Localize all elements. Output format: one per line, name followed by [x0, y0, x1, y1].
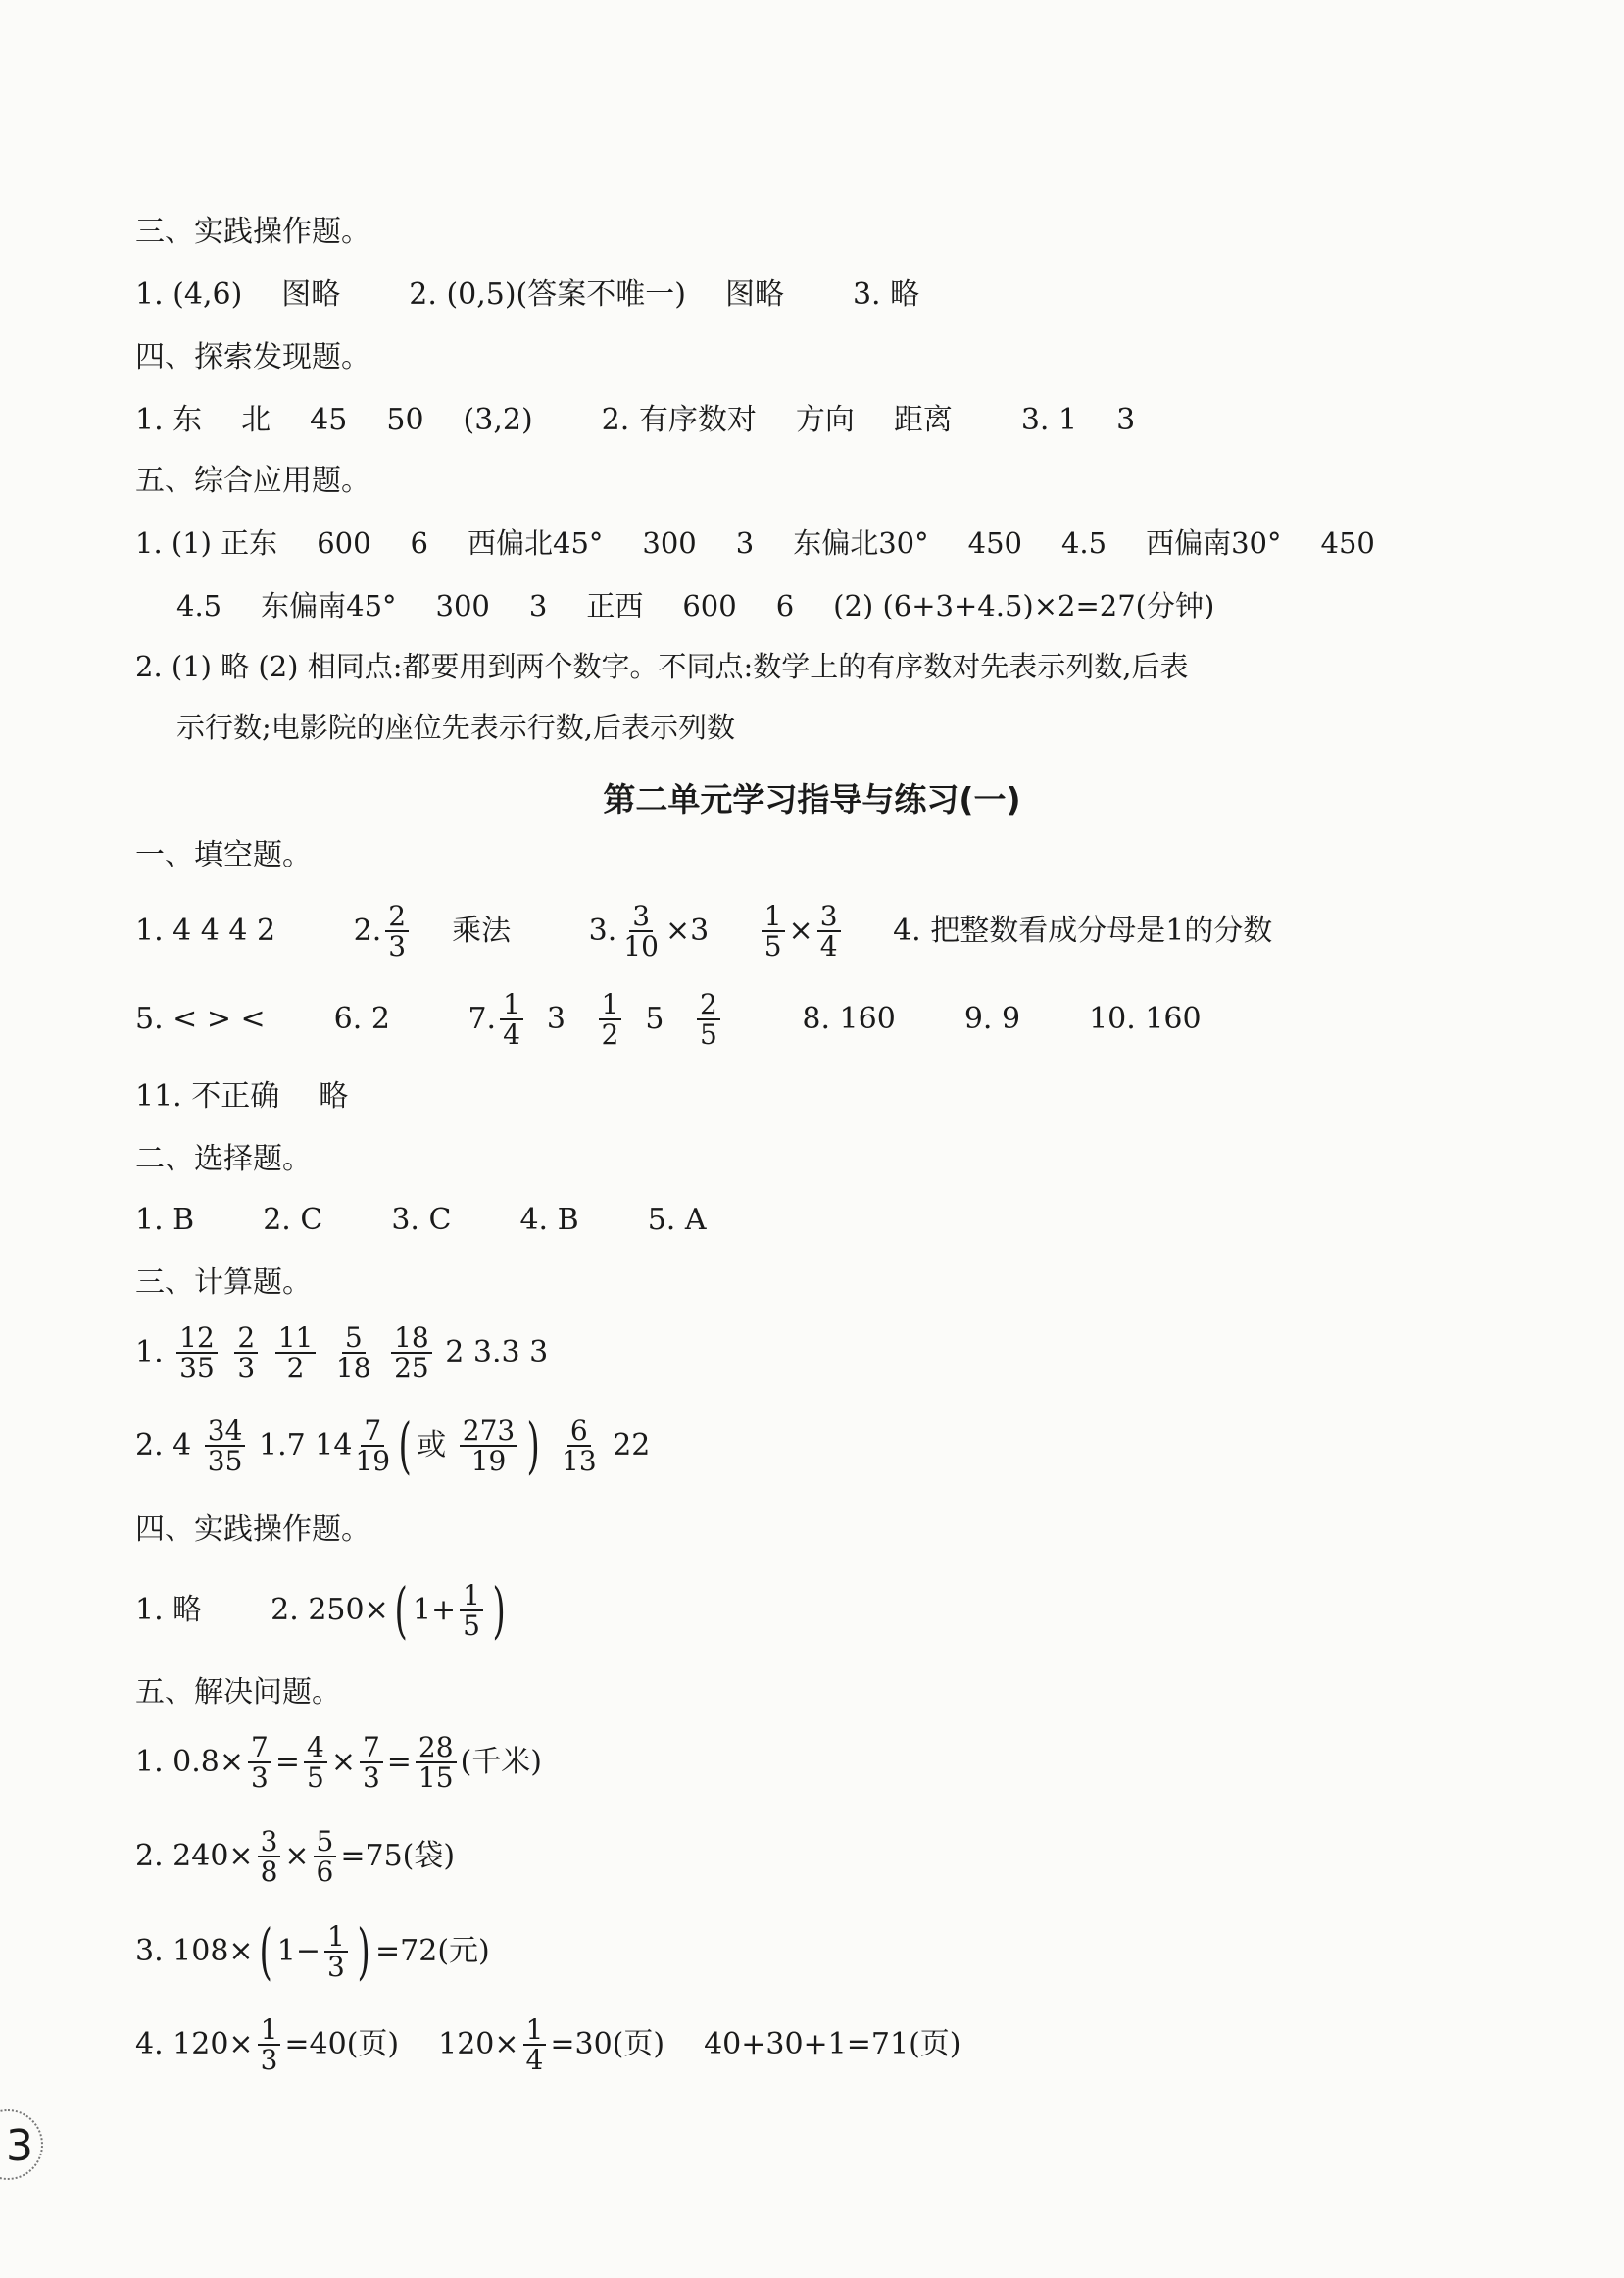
section-title: 四、实践操作题。 — [135, 1512, 370, 1547]
answer-line: 11. 不正确 略 — [135, 1079, 349, 1114]
answer-line: 2. 240× $\frac{3}{8}$ × $\frac{5}{6}$ =75(袋) — [135, 1825, 456, 1889]
page-number: 3 — [0, 2109, 43, 2180]
answer-line: 1. 东 北 45 50 (3,2) 2. 有序数对 方向 距离 3. 1 3 — [135, 403, 1136, 437]
answer-line: 1. (1) 正东 600 6 西偏北45° 300 3 东偏北30° 450 4.5 西偏南30° 450 — [135, 526, 1375, 560]
answer-line: 1. 略 2. 250×( 1+ $\frac{1}{5}$ ) — [135, 1574, 506, 1646]
answer-line: 1. B 2. C 3. C 4. B 5. A — [135, 1203, 707, 1237]
section-title: 一、填空题。 — [135, 838, 312, 872]
answer-line: 1. 0.8× $\frac{7}{3}$ = $\frac{4}{5}$ × $\frac{7}{3}$ = $\frac{28}{15}$ (千米) — [135, 1731, 542, 1795]
section-title: 四、探索发现题。 — [135, 340, 370, 374]
answer-line: 1. $\frac{12}{35}$ $\frac{2}{3}$ $\frac{11}{2}$ $\frac{5}{18}$ $\frac{18}{25}$ 2 3.3 3 — [135, 1321, 549, 1385]
answer-line: 3. 108×( 1− $\frac{1}{3}$ ) =72(元) — [135, 1915, 490, 1987]
section-title: 五、解决问题。 — [135, 1675, 341, 1709]
section-title: 三、计算题。 — [135, 1265, 312, 1300]
answer-line: 5. < > < 6. 2 7. $\frac{1}{4}$ 3 $\frac{1}{2}$ 5 $\frac{2}{5}$ 8. 160 9. 9 10. 160 — [135, 988, 1202, 1052]
section-title: 三、实践操作题。 — [135, 215, 370, 249]
answer-line: 4. 120× $\frac{1}{3}$ =40(页) 120× $\frac{1}{4}$ =30(页) 40+30+1=71(页) — [135, 2013, 961, 2077]
section-title: 五、综合应用题。 — [135, 464, 370, 498]
answer-line: 示行数;电影院的座位先表示行数,后表示列数 — [176, 711, 735, 744]
answer-line: 1. (4,6) 图略 2. (0,5)(答案不唯一) 图略 3. 略 — [135, 277, 920, 312]
section-title: 二、选择题。 — [135, 1142, 312, 1176]
answer-line: 4.5 东偏南45° 300 3 正西 600 6 (2) (6+3+4.5)×2=27(分钟) — [176, 589, 1215, 622]
answer-line: 2. 4 $\frac{34}{35}$ 1.7 14 $\frac{7}{19}$ ( 或 $\frac{273}{19}$ ) $\frac{6}{13}$ 22 — [135, 1410, 651, 1481]
answer-line: 2. (1) 略 (2) 相同点:都要用到两个数字。不同点:数学上的有序数对先表示列数,后表 — [135, 650, 1189, 683]
answer-line: 1. 4 4 4 2 2. $\frac{2}{3}$ 乘法 3. $\frac{3}{10}$ ×3 $\frac{1}{5}$ × $\frac{3}{4}$ 4. 把整数看成分母是1的分数 — [135, 900, 1273, 964]
unit-title: 第二单元学习指导与练习(一) — [603, 780, 1021, 818]
